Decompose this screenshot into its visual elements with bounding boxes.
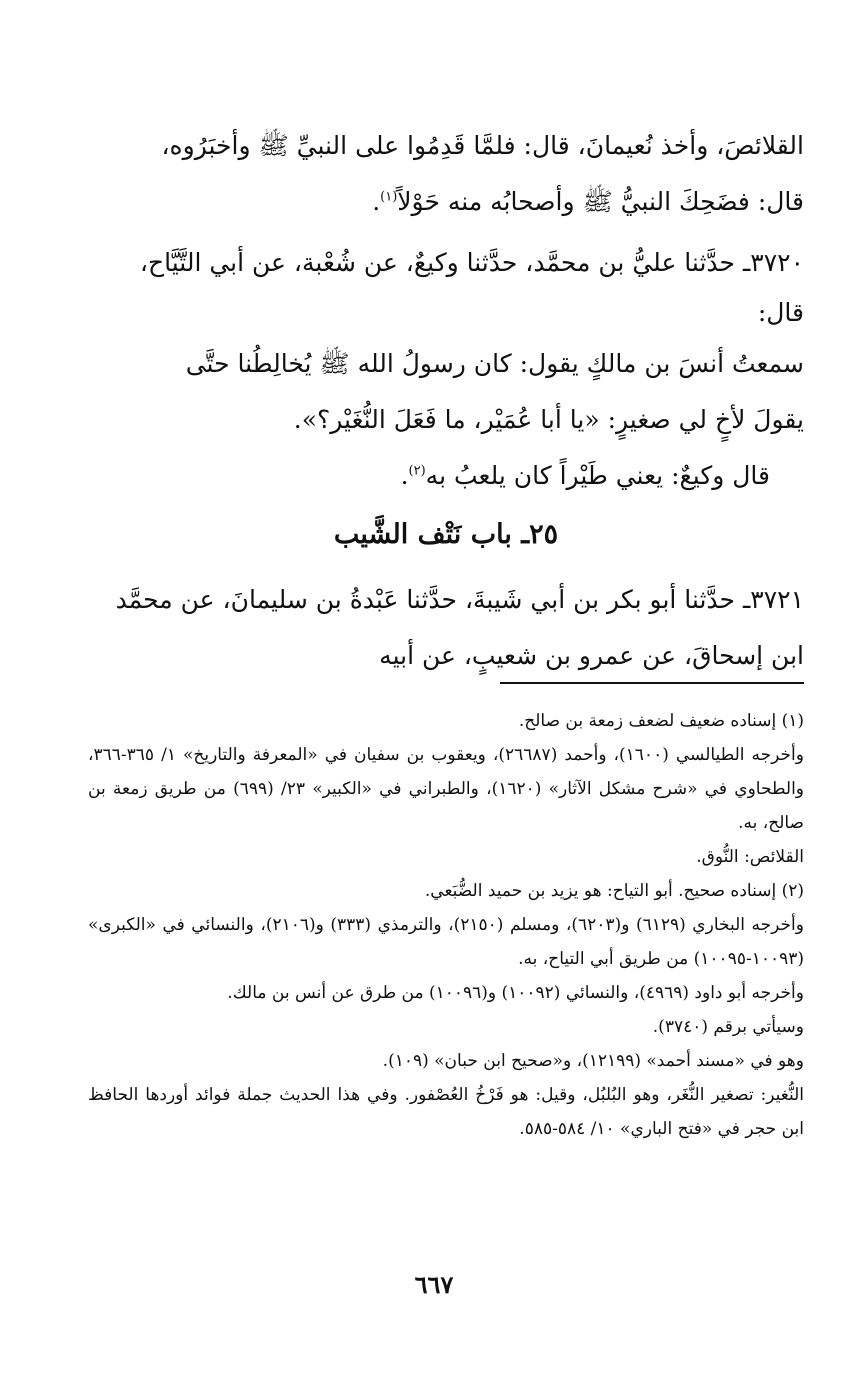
page-number: ٦٦٧ xyxy=(414,1270,454,1299)
footnotes xyxy=(88,704,804,1146)
paragraph-continuation xyxy=(88,118,804,230)
footnote-text: القلائص: النُّوق. xyxy=(696,847,804,867)
footnote-1: (١) إسناده ضعيف لضعف زمعة بن صالح. xyxy=(518,711,804,731)
footnote-ref: (٢) xyxy=(408,463,426,479)
chapter-heading: ٢٥ـ باب نَتْف الشَّيب xyxy=(333,519,559,550)
footnote-text: وهو في «مسند أحمد» (١٢١٩٩)، و«صحيح ابن حبان» (١٠٩). xyxy=(382,1051,804,1071)
footnote-text: وأخرجه الطيالسي (١٦٠٠)، وأحمد (٢٦٦٨٧)، ويعقوب بن سفيان في «المعرفة والتاريخ» ١/ ٣٦٥-٣٦٦، والطحاوي في «شرح مشكل الآثار» (١٦٢٠)، والطبراني في «الكبير» ٢٣/ (٦٩٩) من طريق زمعة بن صالح، به. xyxy=(88,745,804,833)
text-line: ٣٧٢٠ـ حدَّثنا عليُّ بن محمَّد، حدَّثنا وكيعٌ، عن شُعْبة، عن أبي التَّيَّاح، xyxy=(139,248,804,277)
text-line: يقولَ لأخٍ لي صغيرٍ: «يا أبا عُمَيْر، ما فَعَلَ النُّغَيْر؟». xyxy=(293,405,804,434)
text-line: ابن إسحاقَ، عن عمرو بن شعيبٍ، عن أبيه xyxy=(379,641,804,670)
footnote-separator xyxy=(500,682,804,684)
footnote-text: وسيأتي برقم (٣٧٤٠). xyxy=(652,1017,804,1037)
hadith-3720-isnad xyxy=(88,238,804,338)
text-line: قال: xyxy=(757,298,804,327)
text-line: سمعتُ أنسَ بن مالكٍ يقول: كان رسولُ الله ﷺ يُخالِطُنا حتَّى xyxy=(185,349,804,378)
footnote-text: وأخرجه البخاري (٦١٢٩) و(٦٢٠٣)، ومسلم (٢١٥٠)، والترمذي (٣٣٣) و(٢١٠٦)، والنسائي في «الكبرى» (١٠٠٩٣-١٠٠٩٥) من طريق أبي التياح، به. xyxy=(88,915,804,969)
text-line: قال: فضَحِكَ النبيُّ ﷺ وأصحابُه منه حَوْلاً$^{(١)}$. xyxy=(372,187,804,216)
footnote-ref: (١) xyxy=(380,189,398,205)
hadith-3721 xyxy=(88,572,804,684)
hadith-3720-matn xyxy=(88,336,804,504)
footnote-2: (٢) إسناده صحيح. أبو التياح: هو يزيد بن حميد الضُّبَعي. xyxy=(424,881,804,901)
text-line: القلائصَ، وأخذ نُعيمانَ، قال: فلمَّا قَدِمُوا على النبيِّ ﷺ وأخبَرُوه، xyxy=(161,131,804,160)
footnote-text: النُّغير: تصغير النُّغَر، وهو البُلبُل، وقيل: هو فَرْخُ العُصْفور. وفي هذا الحديث جملة فوائد أوردها الحافظ ابن حجر في «فتح الباري» ١٠/ ٥٨٤-٥٨٥. xyxy=(88,1085,804,1139)
text-line: قال وكيعٌ: يعني طَيْراً كان يلعبُ به$^{(٢)}$. xyxy=(400,461,770,490)
footnote-text: وأخرجه أبو داود (٤٩٦٩)، والنسائي (١٠٠٩٢) و(١٠٠٩٦) من طرق عن أنس بن مالك. xyxy=(227,983,804,1003)
text-line: ٣٧٢١ـ حدَّثنا أبو بكر بن أبي شَيبةَ، حدَّثنا عَبْدةُ بن سليمانَ، عن محمَّد xyxy=(115,585,804,614)
